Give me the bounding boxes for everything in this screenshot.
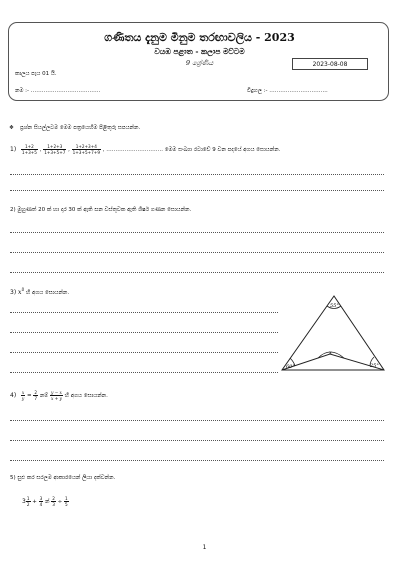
school-field: විදුහල :- ………………………….. bbox=[247, 88, 328, 94]
question-1: 1) $\frac{1+2}{1+3+5}$ , $\frac{1+2+3}{1+3+5+7}$ , $\frac{1+2+3+4}{1+3+5+7+9}$ , …………………………. මෙම සංඛ්‍යා රටාවේ 9 වන පදයේ අගය සොයන්න. bbox=[10, 144, 281, 155]
answer-line[interactable] bbox=[10, 272, 384, 273]
instruction-bullet: ❖ bbox=[9, 125, 14, 131]
page-number: 1 bbox=[202, 544, 207, 551]
instruction-text: ප්‍රශ්න සියල්ලටම මෙම පත්‍රයෙහිම පිළිතුරු සපයන්න. bbox=[20, 125, 141, 131]
date-box: 2023-08-08 bbox=[292, 58, 368, 70]
time-label: කාලය පැය 01 යි. bbox=[15, 71, 57, 77]
answer-line[interactable] bbox=[10, 312, 278, 313]
question-3: 3) $x^0$ හි අගය සොයන්න. bbox=[10, 287, 70, 296]
q1-fraction-2: $\frac{1+2+3}{1+3+5+7}$ bbox=[44, 144, 66, 155]
question-2: 2) මුහුණත් 20 ක් හා දාර 30 ක් ඇති ඝන වස්තුවක ඇති ශීර්ෂ ගණන සොයන්න. bbox=[10, 207, 192, 213]
q1-dots: …………………………. bbox=[106, 147, 163, 153]
q4-fraction-x-y: $\frac{x}{y}$ bbox=[21, 390, 25, 401]
inner-lines bbox=[282, 354, 384, 370]
q4-fraction-expression: $\frac{y - x}{x + y}$ bbox=[51, 390, 62, 401]
question-5: 5) සුළු කර සරලම ආකාරයෙන් ලියා දක්වන්න. bbox=[10, 475, 116, 481]
name-field: නම :- ……………………………….. bbox=[15, 88, 101, 94]
answer-line[interactable] bbox=[10, 174, 384, 175]
angle-label-top: 55° bbox=[330, 303, 339, 309]
grade-label: 9 ශ්‍රේණිය bbox=[185, 59, 214, 67]
header-box bbox=[8, 22, 389, 101]
answer-line[interactable] bbox=[10, 460, 384, 461]
q1-number: 1) bbox=[10, 146, 17, 153]
question-4: 4) $\frac{x}{y}$ = $\frac{2}{7}$ නම් $\frac{y - x}{x + y}$ හි අගය සොයන්න. bbox=[10, 390, 108, 401]
answer-line[interactable] bbox=[10, 252, 384, 253]
q1-text: මෙම සංඛ්‍යා රටාවේ 9 වන පදයේ අගය සොයන්න. bbox=[164, 147, 281, 153]
q4-fraction-2-7: $\frac{2}{7}$ bbox=[34, 390, 38, 401]
answer-line[interactable] bbox=[10, 232, 384, 233]
answer-line[interactable] bbox=[10, 352, 278, 353]
answer-line[interactable] bbox=[10, 190, 384, 191]
answer-line[interactable] bbox=[10, 440, 384, 441]
q1-fraction-1: $\frac{1+2}{1+3+5}$ bbox=[21, 144, 37, 155]
angle-label-x: x bbox=[329, 350, 332, 356]
triangle-figure bbox=[278, 290, 388, 375]
answer-line[interactable] bbox=[10, 332, 278, 333]
q1-fraction-3: $\frac{1+2+3+4}{1+3+5+7+9}$ bbox=[72, 144, 100, 155]
answer-line[interactable] bbox=[10, 420, 384, 421]
answer-line[interactable] bbox=[10, 372, 278, 373]
exam-subtitle: වයඹ පළාත - කලාප මට්ටම bbox=[154, 47, 245, 56]
angle-label-left: 60° bbox=[286, 364, 295, 370]
q5-expression: 3 $\frac{1}{2}$ + $\frac{3}{4}$ න් $\frac{2}{3}$ ÷ $\frac{1}{5}$ bbox=[22, 496, 68, 507]
angle-label-right: 25° bbox=[370, 363, 379, 369]
exam-title: ගණිතය දැනුම මිනුම තරඟාවලිය - 2023 bbox=[104, 31, 295, 44]
